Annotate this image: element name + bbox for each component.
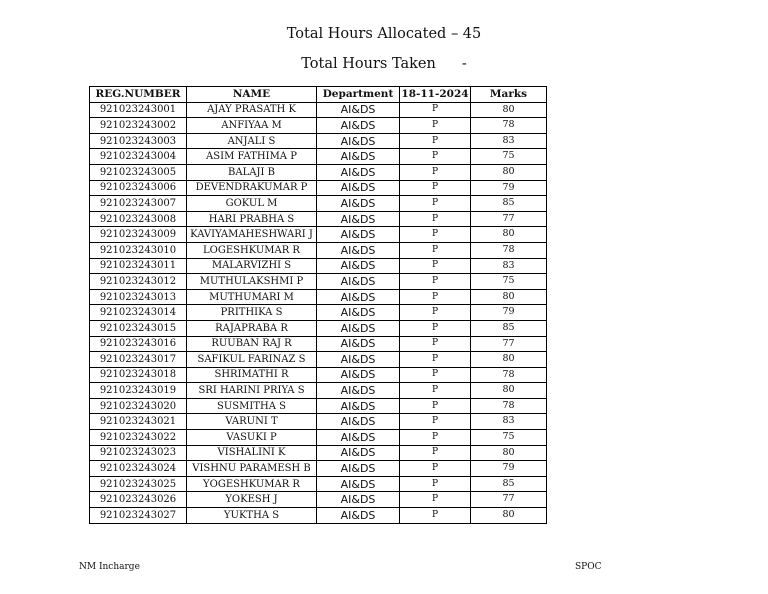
department-cell: AI&DS <box>317 336 400 352</box>
attendance-cell: P <box>400 242 471 258</box>
name-cell: MUTHUMARI M <box>187 289 317 305</box>
table-row <box>90 445 547 461</box>
name-cell: AJAY PRASATH K <box>187 102 317 118</box>
table-header-row <box>90 87 547 103</box>
marks-cell: 80 <box>471 164 547 180</box>
reg-number-cell: 921023243013 <box>90 289 187 305</box>
attendance-table-body <box>90 102 547 523</box>
column-header-name: NAME <box>187 87 317 103</box>
department-cell: AI&DS <box>317 476 400 492</box>
name-cell: VISHNU PARAMESH B <box>187 461 317 477</box>
attendance-cell: P <box>400 508 471 524</box>
attendance-cell: P <box>400 118 471 134</box>
name-cell: LOGESHKUMAR R <box>187 242 317 258</box>
table-row <box>90 102 547 118</box>
attendance-cell: P <box>400 305 471 321</box>
name-cell: SAFIKUL FARINAZ S <box>187 352 317 368</box>
marks-cell: 79 <box>471 305 547 321</box>
name-cell: YUKTHA S <box>187 508 317 524</box>
attendance-cell: P <box>400 211 471 227</box>
reg-number-cell: 921023243014 <box>90 305 187 321</box>
marks-cell: 83 <box>471 414 547 430</box>
reg-number-cell: 921023243004 <box>90 149 187 165</box>
department-cell: AI&DS <box>317 320 400 336</box>
attendance-cell: P <box>400 164 471 180</box>
name-cell: VISHALINI K <box>187 445 317 461</box>
name-cell: ANJALI S <box>187 133 317 149</box>
marks-cell: 80 <box>471 352 547 368</box>
total-hours-taken-heading <box>0 56 768 72</box>
reg-number-cell: 921023243015 <box>90 320 187 336</box>
table-row <box>90 227 547 243</box>
column-header-department: Department <box>317 87 400 103</box>
attendance-cell: P <box>400 352 471 368</box>
name-cell: BALAJI B <box>187 164 317 180</box>
reg-number-cell: 921023243002 <box>90 118 187 134</box>
reg-number-cell: 921023243023 <box>90 445 187 461</box>
marks-cell: 78 <box>471 118 547 134</box>
marks-cell: 78 <box>471 398 547 414</box>
name-cell: HARI PRABHA S <box>187 211 317 227</box>
name-cell: ASIM FATHIMA P <box>187 149 317 165</box>
department-cell: AI&DS <box>317 196 400 212</box>
attendance-cell: P <box>400 133 471 149</box>
marks-cell: 75 <box>471 430 547 446</box>
marks-cell: 80 <box>471 289 547 305</box>
name-cell: SUSMITHA S <box>187 398 317 414</box>
table-row <box>90 180 547 196</box>
name-cell: SHRIMATHI R <box>187 367 317 383</box>
marks-cell: 83 <box>471 133 547 149</box>
department-cell: AI&DS <box>317 352 400 368</box>
table-row <box>90 149 547 165</box>
department-cell: AI&DS <box>317 211 400 227</box>
marks-cell: 77 <box>471 492 547 508</box>
department-cell: AI&DS <box>317 508 400 524</box>
marks-cell: 75 <box>471 149 547 165</box>
attendance-cell: P <box>400 367 471 383</box>
total-hours-taken-value: - <box>461 56 467 72</box>
department-cell: AI&DS <box>317 367 400 383</box>
department-cell: AI&DS <box>317 102 400 118</box>
reg-number-cell: 921023243018 <box>90 367 187 383</box>
attendance-cell: P <box>400 196 471 212</box>
department-cell: AI&DS <box>317 492 400 508</box>
reg-number-cell: 921023243020 <box>90 398 187 414</box>
table-row <box>90 305 547 321</box>
attendance-cell: P <box>400 227 471 243</box>
table-row <box>90 118 547 134</box>
reg-number-cell: 921023243011 <box>90 258 187 274</box>
reg-number-cell: 921023243006 <box>90 180 187 196</box>
table-row <box>90 274 547 290</box>
attendance-cell: P <box>400 445 471 461</box>
department-cell: AI&DS <box>317 398 400 414</box>
attendance-table <box>89 86 547 524</box>
reg-number-cell: 921023243007 <box>90 196 187 212</box>
name-cell: YOGESHKUMAR R <box>187 476 317 492</box>
column-header-date: 18-11-2024 <box>400 87 471 103</box>
attendance-cell: P <box>400 258 471 274</box>
department-cell: AI&DS <box>317 274 400 290</box>
attendance-cell: P <box>400 320 471 336</box>
attendance-cell: P <box>400 461 471 477</box>
department-cell: AI&DS <box>317 414 400 430</box>
attendance-cell: P <box>400 274 471 290</box>
table-row <box>90 336 547 352</box>
attendance-cell: P <box>400 430 471 446</box>
name-cell: KAVIYAMAHESHWARI J <box>187 227 317 243</box>
reg-number-cell: 921023243022 <box>90 430 187 446</box>
name-cell: RAJAPRABA R <box>187 320 317 336</box>
department-cell: AI&DS <box>317 164 400 180</box>
marks-cell: 79 <box>471 180 547 196</box>
attendance-cell: P <box>400 289 471 305</box>
name-cell: MUTHULAKSHMI P <box>187 274 317 290</box>
reg-number-cell: 921023243012 <box>90 274 187 290</box>
reg-number-cell: 921023243027 <box>90 508 187 524</box>
table-row <box>90 476 547 492</box>
marks-cell: 80 <box>471 383 547 399</box>
reg-number-cell: 921023243021 <box>90 414 187 430</box>
department-cell: AI&DS <box>317 289 400 305</box>
department-cell: AI&DS <box>317 461 400 477</box>
table-row <box>90 367 547 383</box>
name-cell: RUUBAN RAJ R <box>187 336 317 352</box>
department-cell: AI&DS <box>317 180 400 196</box>
attendance-cell: P <box>400 383 471 399</box>
reg-number-cell: 921023243017 <box>90 352 187 368</box>
table-row <box>90 398 547 414</box>
reg-number-cell: 921023243001 <box>90 102 187 118</box>
marks-cell: 85 <box>471 476 547 492</box>
reg-number-cell: 921023243019 <box>90 383 187 399</box>
table-row <box>90 258 547 274</box>
table-row <box>90 492 547 508</box>
reg-number-cell: 921023243025 <box>90 476 187 492</box>
attendance-cell: P <box>400 102 471 118</box>
marks-cell: 77 <box>471 336 547 352</box>
total-hours-allocated-heading: Total Hours Allocated – 45 <box>286 26 482 42</box>
marks-cell: 75 <box>471 274 547 290</box>
table-row <box>90 133 547 149</box>
department-cell: AI&DS <box>317 227 400 243</box>
reg-number-cell: 921023243026 <box>90 492 187 508</box>
spoc-label: SPOC <box>575 562 602 572</box>
attendance-cell: P <box>400 398 471 414</box>
marks-cell: 80 <box>471 102 547 118</box>
marks-cell: 83 <box>471 258 547 274</box>
reg-number-cell: 921023243024 <box>90 461 187 477</box>
attendance-cell: P <box>400 476 471 492</box>
department-cell: AI&DS <box>317 430 400 446</box>
marks-cell: 80 <box>471 227 547 243</box>
department-cell: AI&DS <box>317 133 400 149</box>
table-row <box>90 352 547 368</box>
name-cell: YOKESH J <box>187 492 317 508</box>
marks-cell: 80 <box>471 445 547 461</box>
department-cell: AI&DS <box>317 118 400 134</box>
department-cell: AI&DS <box>317 383 400 399</box>
name-cell: MALARVIZHI S <box>187 258 317 274</box>
attendance-cell: P <box>400 149 471 165</box>
department-cell: AI&DS <box>317 258 400 274</box>
name-cell: VASUKI P <box>187 430 317 446</box>
table-row <box>90 164 547 180</box>
attendance-cell: P <box>400 492 471 508</box>
reg-number-cell: 921023243005 <box>90 164 187 180</box>
table-row <box>90 461 547 477</box>
marks-cell: 78 <box>471 242 547 258</box>
reg-number-cell: 921023243003 <box>90 133 187 149</box>
name-cell: VARUNI T <box>187 414 317 430</box>
marks-cell: 78 <box>471 367 547 383</box>
nm-incharge-label: NM Incharge <box>79 562 140 572</box>
table-row <box>90 383 547 399</box>
reg-number-cell: 921023243009 <box>90 227 187 243</box>
column-header-reg-number: REG.NUMBER <box>90 87 187 103</box>
reg-number-cell: 921023243010 <box>90 242 187 258</box>
department-cell: AI&DS <box>317 149 400 165</box>
name-cell: ANFIYAA M <box>187 118 317 134</box>
attendance-cell: P <box>400 414 471 430</box>
table-row <box>90 320 547 336</box>
table-row <box>90 196 547 212</box>
table-row <box>90 242 547 258</box>
table-row <box>90 211 547 227</box>
department-cell: AI&DS <box>317 242 400 258</box>
reg-number-cell: 921023243008 <box>90 211 187 227</box>
department-cell: AI&DS <box>317 445 400 461</box>
marks-cell: 77 <box>471 211 547 227</box>
marks-cell: 85 <box>471 320 547 336</box>
department-cell: AI&DS <box>317 305 400 321</box>
table-row <box>90 508 547 524</box>
name-cell: SRI HARINI PRIYA S <box>187 383 317 399</box>
marks-cell: 80 <box>471 508 547 524</box>
reg-number-cell: 921023243016 <box>90 336 187 352</box>
name-cell: GOKUL M <box>187 196 317 212</box>
marks-cell: 79 <box>471 461 547 477</box>
name-cell: PRITHIKA S <box>187 305 317 321</box>
table-row <box>90 414 547 430</box>
total-hours-taken-label: Total Hours Taken <box>301 56 436 72</box>
attendance-cell: P <box>400 336 471 352</box>
column-header-marks: Marks <box>471 87 547 103</box>
marks-cell: 85 <box>471 196 547 212</box>
table-row <box>90 430 547 446</box>
attendance-cell: P <box>400 180 471 196</box>
table-row <box>90 289 547 305</box>
name-cell: DEVENDRAKUMAR P <box>187 180 317 196</box>
